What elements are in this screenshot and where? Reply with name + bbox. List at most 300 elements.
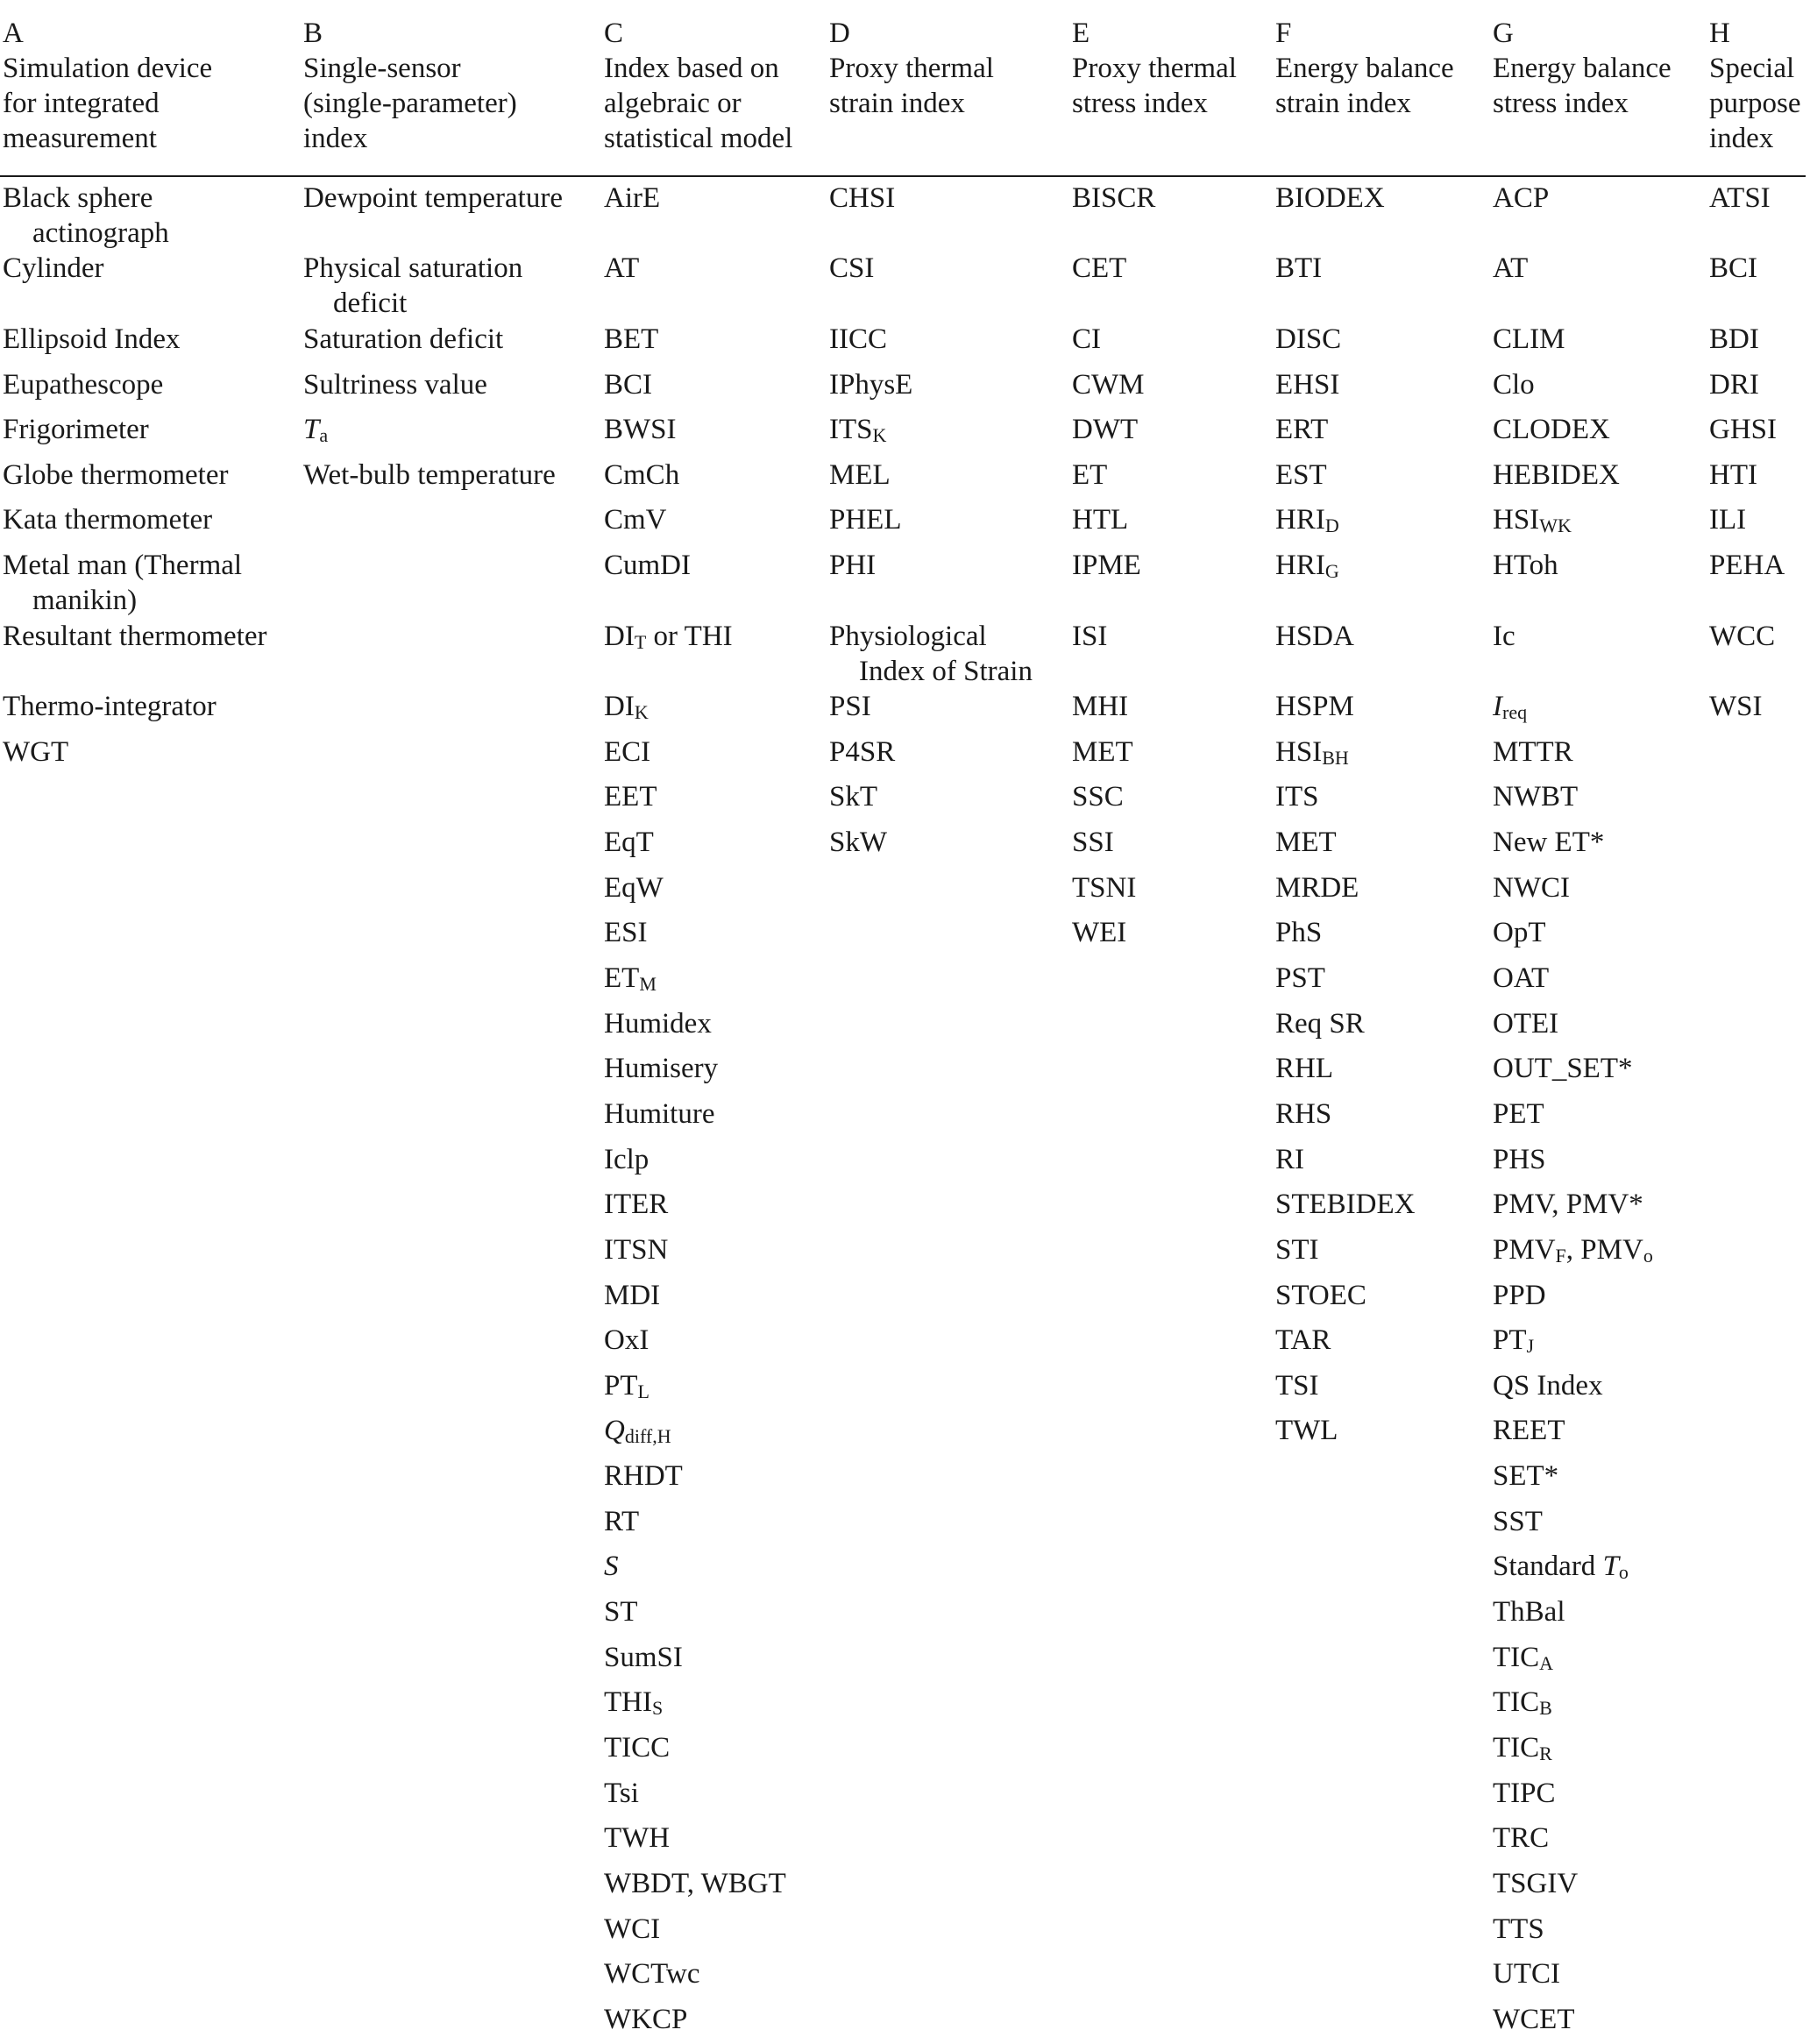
entry-abbreviation: PT <box>604 1370 638 1402</box>
index-entry <box>829 689 871 724</box>
index-entry <box>1275 1097 1331 1132</box>
entry-abbreviation: RHS <box>1275 1098 1332 1130</box>
index-entry <box>1275 1368 1319 1403</box>
entry-abbreviation: TAR <box>1275 1324 1331 1356</box>
column-title-line: strain index <box>829 88 965 119</box>
column-header <box>303 16 517 156</box>
entry-abbreviation: HToh <box>1493 550 1558 581</box>
entry-abbreviation: CSI <box>829 252 875 284</box>
entry-abbreviation: Humisery <box>604 1053 719 1084</box>
column-a <box>3 16 267 768</box>
index-entry <box>1275 1278 1366 1313</box>
index-entry <box>1493 1549 1629 1584</box>
entry-abbreviation: CLODEX <box>1493 414 1610 445</box>
column-letter: F <box>1275 18 1292 49</box>
entry-abbreviation: HSI <box>1493 504 1540 536</box>
index-entry <box>1493 870 1570 905</box>
index-entry <box>604 1956 700 1991</box>
index-entry <box>1493 1685 1552 1720</box>
entry-abbreviation: PEHA <box>1709 550 1785 581</box>
index-entry <box>1275 502 1339 537</box>
index-entry <box>1493 1504 1543 1539</box>
entry-abbreviation: EET <box>604 781 657 813</box>
index-entry <box>829 502 902 537</box>
entry-abbreviation: TIC <box>1493 1732 1540 1764</box>
index-entry <box>604 1549 619 1584</box>
entry-abbreviation: HSI <box>1275 736 1323 768</box>
entry-line: Dewpoint temperature <box>303 182 563 214</box>
entry-abbreviation: DI <box>604 621 635 652</box>
column-title-line: Single-sensor <box>303 53 461 84</box>
entry-abbreviation: TSGIV <box>1493 1868 1579 1899</box>
index-entry <box>1493 1097 1544 1132</box>
index-entry <box>1275 961 1325 996</box>
index-entry <box>604 1097 714 1132</box>
entry-abbreviation: CI <box>1072 323 1101 355</box>
entry-abbreviation: STI <box>1275 1234 1319 1266</box>
index-entry <box>1493 2002 1574 2037</box>
index-entry <box>1275 1051 1333 1086</box>
entry-abbreviation: PHI <box>829 550 877 581</box>
entry-abbreviation: RHDT <box>604 1460 683 1492</box>
index-entry <box>1709 412 1777 447</box>
entry-line: Metal man (Thermal <box>3 550 243 581</box>
index-entry <box>604 1594 638 1629</box>
index-entry <box>1493 1368 1603 1403</box>
column-title-line: stress index <box>1072 88 1208 119</box>
entry-abbreviation: Iclp <box>604 1144 649 1175</box>
entry-subscript: o <box>1643 1245 1653 1267</box>
entry-abbreviation: TIC <box>1493 1642 1540 1673</box>
entry-abbreviation: AirE <box>604 182 661 214</box>
entry-abbreviation: T <box>303 414 320 445</box>
index-entry <box>1275 1006 1365 1041</box>
index-entry <box>829 367 912 402</box>
entry-abbreviation: PST <box>1275 962 1325 994</box>
entry-abbreviation: EqT <box>604 827 654 858</box>
entry-subscript: K <box>872 424 887 446</box>
entry-abbreviation: HTL <box>1072 504 1129 536</box>
entry-abbreviation: THI <box>604 1686 652 1718</box>
index-entry <box>1709 619 1775 654</box>
index-entry <box>604 779 657 814</box>
index-entry <box>1493 1232 1653 1267</box>
entry-abbreviation: HSDA <box>1275 621 1354 652</box>
entry-line: deficit <box>333 287 408 319</box>
index-entry <box>1275 1323 1331 1358</box>
index-entry <box>1709 322 1759 357</box>
column-f <box>1275 16 1454 1446</box>
entry-abbreviation: ET <box>604 962 640 994</box>
entry-abbreviation: OpT <box>1493 917 1546 948</box>
index-entry <box>1072 502 1128 537</box>
entry-abbreviation: TWL <box>1275 1415 1338 1446</box>
index-entry <box>3 502 212 537</box>
entry-subscript: A <box>1539 1652 1554 1674</box>
index-entry <box>1072 458 1107 493</box>
index-entry <box>1275 915 1322 950</box>
column-letter: G <box>1493 18 1514 49</box>
column-title-line: index <box>303 123 368 154</box>
entry-abbreviation: CumDI <box>604 550 691 581</box>
entry-subscript: T <box>634 631 647 653</box>
index-entry <box>3 548 242 618</box>
column-title-line: Special <box>1709 53 1795 84</box>
entry-subscript: L <box>637 1380 649 1402</box>
entry-abbreviation: UTCI <box>1493 1958 1560 1990</box>
index-entry <box>1493 1142 1546 1177</box>
entry-abbreviation: CWM <box>1072 369 1145 401</box>
entry-abbreviation: GHSI <box>1709 414 1778 445</box>
entry-abbreviation: BCI <box>1709 252 1758 284</box>
index-entry <box>303 322 503 357</box>
entry-abbreviation: Clo <box>1493 369 1535 401</box>
index-entry <box>1275 689 1354 724</box>
index-entry <box>1275 1187 1416 1222</box>
entry-abbreviation: S <box>604 1551 619 1582</box>
index-entry <box>604 825 654 860</box>
index-entry <box>604 1368 649 1403</box>
index-entry <box>1709 689 1763 724</box>
entry-abbreviation: STEBIDEX <box>1275 1189 1416 1220</box>
column-header <box>829 16 994 121</box>
index-entry <box>604 1278 660 1313</box>
index-entry <box>604 1006 712 1041</box>
index-entry <box>1275 1142 1304 1177</box>
entry-abbreviation: EqW <box>604 872 664 904</box>
index-entry <box>1493 1413 1565 1448</box>
index-entry <box>3 689 216 724</box>
entry-abbreviation: WSI <box>1709 691 1763 722</box>
entry-abbreviation: ET <box>1072 459 1108 491</box>
column-title-line: Energy balance <box>1493 53 1672 84</box>
entry-abbreviation: TRC <box>1493 1822 1550 1854</box>
index-entry <box>1493 1594 1565 1629</box>
entry-abbreviation: ISI <box>1072 621 1108 652</box>
index-entry <box>1493 1730 1552 1765</box>
index-entry <box>3 458 229 493</box>
column-title-line: Proxy thermal <box>1072 53 1237 84</box>
column-letter: E <box>1072 18 1090 49</box>
entry-subscript: F <box>1555 1245 1566 1267</box>
entry-abbreviation: WEI <box>1072 917 1127 948</box>
entry-abbreviation: TICC <box>604 1732 671 1764</box>
entry-abbreviation: MET <box>1072 736 1133 768</box>
index-entry <box>604 1323 649 1358</box>
index-entry <box>1493 1006 1558 1041</box>
entry-line: Resultant thermometer <box>3 621 267 652</box>
entry-abbreviation: CET <box>1072 252 1127 284</box>
index-entry <box>3 367 163 402</box>
index-entry <box>3 181 169 251</box>
index-entry <box>1275 1232 1319 1267</box>
entry-line: Physical saturation <box>303 252 523 284</box>
entry-abbreviation: WCI <box>604 1913 661 1945</box>
index-entry <box>604 870 664 905</box>
entry-abbreviation: BTI <box>1275 252 1323 284</box>
index-entry <box>1493 367 1535 402</box>
entry-abbreviation: Standard <box>1493 1551 1603 1582</box>
column-e <box>1072 16 1237 948</box>
entry-subscript: J <box>1526 1335 1535 1357</box>
entry-abbreviation: BDI <box>1709 323 1759 355</box>
index-entry <box>1493 1912 1544 1947</box>
index-entry <box>1072 181 1155 216</box>
column-header <box>1072 16 1237 121</box>
index-entry <box>604 915 648 950</box>
index-entry <box>303 251 522 321</box>
entry-abbreviation: ITSN <box>604 1234 669 1266</box>
index-entry <box>1493 1187 1643 1222</box>
entry-abbreviation: HRI <box>1275 550 1325 581</box>
index-entry <box>1493 1956 1560 1991</box>
entry-abbreviation: RT <box>604 1506 640 1537</box>
entry-subscript: B <box>1539 1697 1552 1719</box>
entry-line: Thermo-integrator <box>3 691 216 722</box>
entry-subscript: R <box>1539 1742 1552 1764</box>
column-title-line: stress index <box>1493 88 1629 119</box>
column-header <box>1709 16 1800 156</box>
index-entry <box>1072 870 1136 905</box>
entry-abbreviation: WKCP <box>604 2004 688 2035</box>
entry-line: WGT <box>3 736 69 768</box>
entry-line: Globe thermometer <box>3 459 229 491</box>
entry-abbreviation: BWSI <box>604 414 677 445</box>
column-d <box>829 16 1033 858</box>
entry-abbreviation: SkT <box>829 781 878 813</box>
column-title-line: Simulation device <box>3 53 213 84</box>
index-entry <box>604 1142 649 1177</box>
index-entry <box>3 251 103 286</box>
column-header <box>3 16 212 156</box>
index-entry <box>829 181 895 216</box>
entry-abbreviation: BISCR <box>1072 182 1156 214</box>
index-entry <box>1275 458 1327 493</box>
entry-abbreviation: AT <box>1493 252 1529 284</box>
entry-line: Index of Strain <box>859 656 1033 687</box>
index-entry <box>1275 825 1337 860</box>
entry-abbreviation: SET* <box>1493 1460 1559 1492</box>
index-entry <box>1493 1051 1633 1086</box>
entry-abbreviation: BIODEX <box>1275 182 1385 214</box>
index-entry <box>604 1685 663 1720</box>
index-entry <box>604 1504 639 1539</box>
index-entry <box>829 735 895 770</box>
index-entry <box>829 251 874 286</box>
index-entry <box>303 367 487 402</box>
index-entry <box>303 412 328 447</box>
index-entry <box>829 458 891 493</box>
column-b <box>303 16 563 491</box>
index-entry <box>829 548 876 583</box>
entry-abbreviation: ITS <box>1275 781 1319 813</box>
entry-abbreviation: OUT_SET* <box>1493 1053 1633 1084</box>
index-entry <box>1709 367 1759 402</box>
index-entry <box>3 322 181 357</box>
entry-abbreviation: HTI <box>1709 459 1757 491</box>
entry-abbreviation: CmV <box>604 504 667 536</box>
entry-subscript: WK <box>1539 515 1572 536</box>
index-entry <box>1493 1776 1556 1811</box>
entry-abbreviation: TWH <box>604 1822 671 1854</box>
entry-line: actinograph <box>32 217 169 249</box>
entry-abbreviation: MHI <box>1072 691 1129 722</box>
index-entry <box>1072 825 1114 860</box>
entry-abbreviation: SumSI <box>604 1642 683 1673</box>
entry-abbreviation: REET <box>1493 1415 1565 1446</box>
index-entry <box>1275 870 1359 905</box>
index-entry <box>1493 915 1546 950</box>
index-entry <box>1275 548 1339 583</box>
entry-abbreviation: QS Index <box>1493 1370 1603 1402</box>
entry-abbreviation: I <box>1493 691 1502 722</box>
entry-abbreviation: TTS <box>1493 1913 1544 1945</box>
index-entry <box>604 502 667 537</box>
entry-line: Physiological <box>829 621 987 652</box>
index-entry <box>604 367 652 402</box>
index-entry <box>1709 548 1785 583</box>
column-title-line: strain index <box>1275 88 1411 119</box>
entry-abbreviation: IPME <box>1072 550 1141 581</box>
index-entry <box>829 619 1033 689</box>
entry-abbreviation: PHS <box>1493 1144 1546 1175</box>
entry-abbreviation: ITS <box>829 414 873 445</box>
column-title-line: index <box>1709 123 1774 154</box>
entry-line: Eupathescope <box>3 369 164 401</box>
index-entry <box>1493 735 1573 770</box>
entry-abbreviation: P4SR <box>829 736 896 768</box>
index-entry <box>1275 735 1349 770</box>
entry-abbreviation: ILI <box>1709 504 1747 536</box>
entry-subscript: D <box>1324 515 1339 536</box>
entry-abbreviation: MRDE <box>1275 872 1359 904</box>
index-entry <box>1493 458 1620 493</box>
entry-abbreviation: ThBal <box>1493 1596 1565 1628</box>
entry-subscript: G <box>1324 560 1339 582</box>
index-entry <box>1709 251 1757 286</box>
entry-abbreviation: SSC <box>1072 781 1124 813</box>
entry-abbreviation: HSPM <box>1275 691 1354 722</box>
column-h <box>1709 16 1801 722</box>
entry-abbreviation: ESI <box>604 917 648 948</box>
index-entry <box>604 1232 668 1267</box>
entry-abbreviation: EST <box>1275 459 1327 491</box>
entry-abbreviation: PHEL <box>829 504 902 536</box>
index-entry <box>3 619 267 654</box>
column-letter: A <box>3 18 24 49</box>
index-entry <box>3 412 149 447</box>
index-entry <box>604 1051 718 1086</box>
index-entry <box>604 619 733 654</box>
column-title-line: purpose <box>1709 88 1801 119</box>
index-entry <box>1072 689 1128 724</box>
entry-subscript: req <box>1502 701 1528 723</box>
entry-abbreviation: CHSI <box>829 182 896 214</box>
column-title-line: Index based on <box>604 53 779 84</box>
entry-abbreviation: WCTwc <box>604 1958 700 1990</box>
column-header <box>604 16 792 156</box>
column-title-line: statistical model <box>604 123 793 154</box>
entry-abbreviation: IPhysE <box>829 369 913 401</box>
entry-abbreviation: Humidex <box>604 1008 712 1040</box>
index-entry <box>604 2002 687 2037</box>
column-header <box>1493 16 1672 121</box>
entry-line: Frigorimeter <box>3 414 149 445</box>
column-title-line: (single-parameter) <box>303 88 517 119</box>
entry-abbreviation: Req SR <box>1275 1008 1365 1040</box>
entry-abbreviation: PSI <box>829 691 871 722</box>
entry-abbreviation: HRI <box>1275 504 1325 536</box>
column-title-line: measurement <box>3 123 157 154</box>
index-entry <box>1493 502 1572 537</box>
entry-abbreviation: AT <box>604 252 640 284</box>
entry-subscript: S <box>651 1697 664 1719</box>
index-entry <box>1275 322 1341 357</box>
index-entry <box>1493 251 1528 286</box>
entry-abbreviation: RI <box>1275 1144 1304 1175</box>
entry-line: Black sphere <box>3 182 153 214</box>
header-rule <box>0 175 1806 177</box>
index-entry <box>604 1458 683 1494</box>
entry-abbreviation: TSI <box>1275 1370 1319 1402</box>
index-entry <box>1493 1866 1578 1901</box>
entry-line: Kata thermometer <box>3 504 213 536</box>
entry-abbreviation: Q <box>604 1415 625 1446</box>
entry-abbreviation: ERT <box>1275 414 1329 445</box>
index-entry <box>604 412 677 447</box>
entry-abbreviation: CmCh <box>604 459 680 491</box>
entry-symbol: T <box>1602 1551 1619 1582</box>
entry-abbreviation: PPD <box>1493 1280 1546 1311</box>
entry-abbreviation: MET <box>1275 827 1337 858</box>
entry-abbreviation: ACP <box>1493 182 1550 214</box>
entry-abbreviation: SSI <box>1072 827 1114 858</box>
index-entry <box>604 548 691 583</box>
entry-abbreviation: PMV, PMV* <box>1493 1189 1643 1220</box>
entry-abbreviation: NWBT <box>1493 781 1579 813</box>
entry-abbreviation: TSNI <box>1072 872 1137 904</box>
index-entry <box>1709 502 1746 537</box>
entry-abbreviation: PMV <box>1493 1234 1556 1266</box>
entry-abbreviation: PhS <box>1275 917 1323 948</box>
index-entry <box>604 322 658 357</box>
index-entry <box>1275 619 1354 654</box>
column-header <box>1275 16 1454 121</box>
index-entry <box>1072 412 1138 447</box>
entry-abbreviation: OAT <box>1493 962 1550 994</box>
entry-abbreviation: PET <box>1493 1098 1544 1130</box>
index-entry <box>1493 689 1527 724</box>
entry-abbreviation: DI <box>604 691 635 722</box>
entry-abbreviation: SkW <box>829 827 887 858</box>
index-entry <box>1072 619 1107 654</box>
column-letter: H <box>1709 18 1730 49</box>
index-entry <box>604 1820 670 1856</box>
entry-abbreviation: ECI <box>604 736 651 768</box>
entry-subscript: BH <box>1322 747 1349 769</box>
index-entry <box>1275 251 1322 286</box>
index-entry <box>1493 1323 1534 1358</box>
entry-abbreviation: OxI <box>604 1324 649 1356</box>
index-entry <box>604 458 679 493</box>
column-letter: D <box>829 18 850 49</box>
index-entry <box>1493 322 1565 357</box>
index-entry <box>604 689 649 724</box>
index-entry <box>604 735 650 770</box>
entry-subscript: M <box>639 973 657 995</box>
index-entry <box>604 251 639 286</box>
entry-line: manikin) <box>32 585 138 616</box>
